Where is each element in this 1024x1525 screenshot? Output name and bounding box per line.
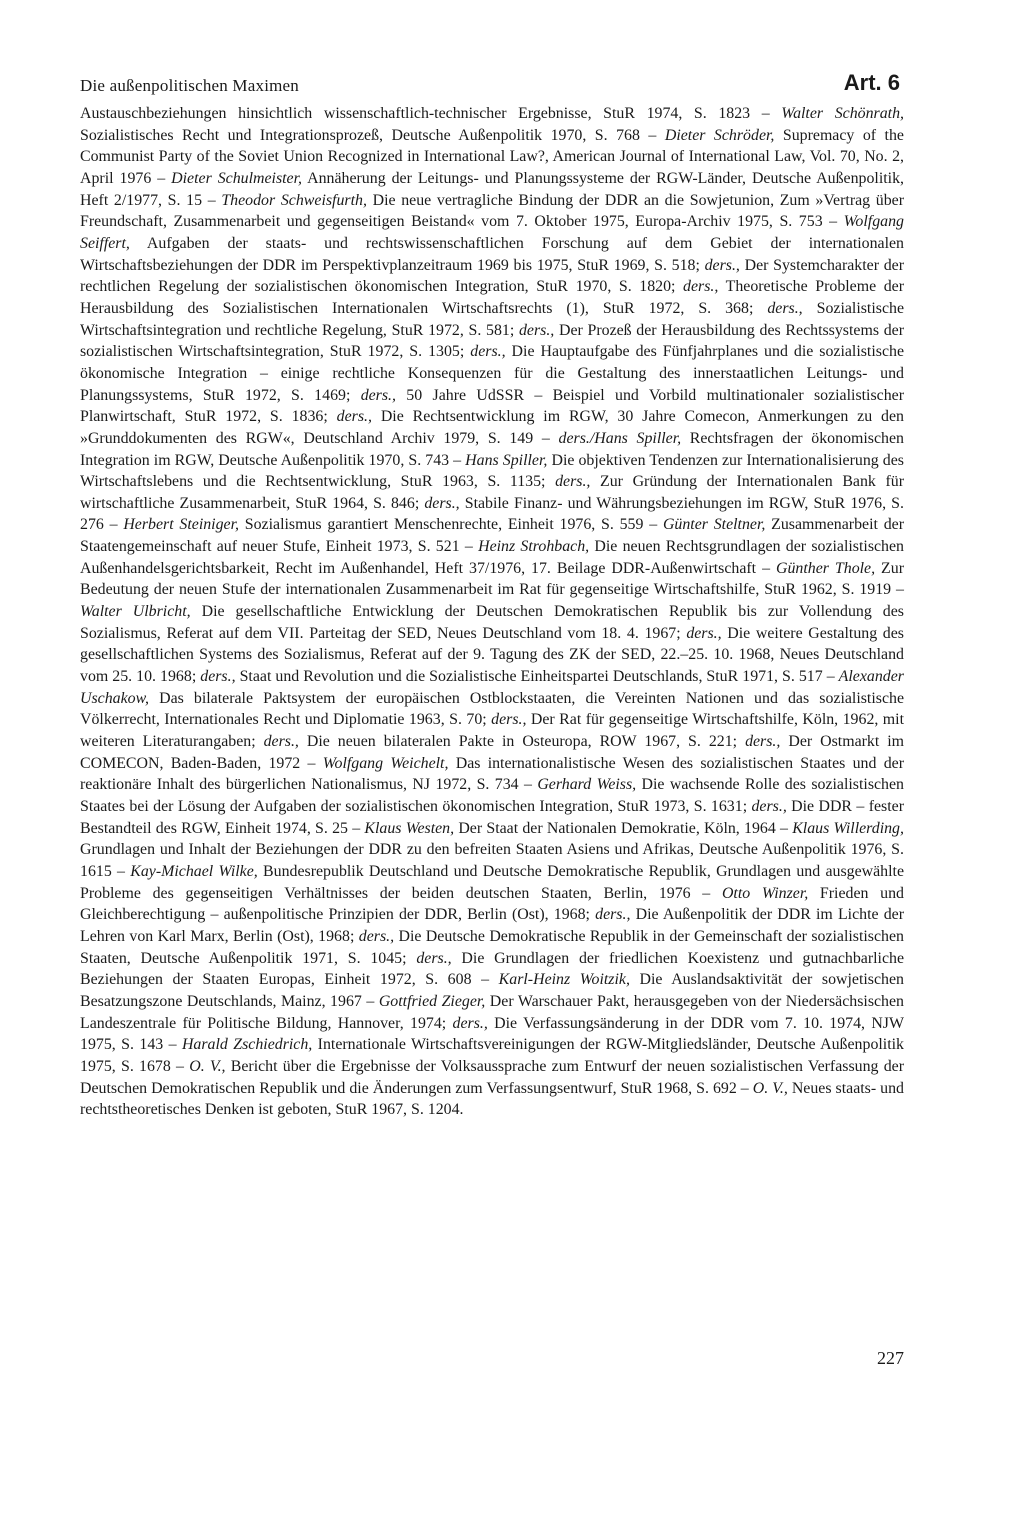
- author-name: Otto Winzer,: [721, 884, 809, 902]
- author-name: Gottfried Zieger,: [378, 992, 486, 1010]
- citation-text: Neues staats- und rechtstheoretisches Denken ist geboten, StuR 1967, S. 1204.: [80, 1079, 904, 1119]
- author-name: ders.,: [416, 949, 452, 967]
- citation-text: Aufgaben der staats- und rechtswissenschaftlichen Forschung auf dem Gebiet der internationalen Wirtschaftsbeziehungen der DDR im Perspektivplanzeitraum 1969 bis 1975, StuR 1969, S. 518;: [80, 234, 904, 274]
- citation-text: Stabile Finanz- und Währungsbeziehungen im RGW, StuR 1976, S. 276 –: [80, 494, 904, 534]
- author-name: Wolfgang Seiffert,: [80, 213, 904, 252]
- author-name: Günther Thole,: [775, 559, 876, 577]
- page-number: 227: [877, 1348, 904, 1368]
- bibliography-text: [80, 103, 904, 1121]
- author-name: ders.,: [358, 927, 395, 945]
- author-name: Gerhard Weiss,: [537, 776, 637, 794]
- author-name: Klaus Westen,: [364, 819, 455, 837]
- citation-text: Sozialismus garantiert Menschenrechte, Einheit 1976, S. 559 –: [239, 516, 663, 534]
- citation-text: Bundesrepublik Deutschland und Deutsche Demokratische Republik, Grundlagen und ausgewählte Probleme des gegenseitigen Verhältnisses der beiden deutschen Staaten, Berlin, 1976 –: [80, 862, 904, 902]
- citation-text: Die Verfassungsänderung in der DDR vom 7. 10. 1974, NJW 1975, S. 143 –: [80, 1014, 904, 1054]
- citation-text: Die Hauptaufgabe des Fünfjahrplanes und die sozialistische ökonomische Integration – einige rechtliche Konsequenzen für die Gestaltung des innerstaatlichen Leitungs- und Planungssystems, StuR 1972, S. 1469;: [80, 343, 905, 404]
- citation-text: Der Warschauer Pakt, herausgegeben von der Niedersächsischen Landeszentrale für Politische Bildung, Hannover, 1974;: [80, 992, 905, 1032]
- author-name: Herbert Steiniger,: [123, 516, 239, 534]
- citation-text: Internationale Wirtschaftsvereinigungen der RGW-Mitgliedsländer, Deutsche Außenpolitik 1975, S. 1678 –: [80, 1036, 904, 1075]
- author-name: ders./Hans Spiller,: [558, 429, 682, 447]
- citation-text: Die Deutsche Demokratische Republik in der Gemeinschaft der sozialistischen Staaten, Deutsche Außenpolitik 1971, S. 1045;: [80, 927, 904, 967]
- citation-text: Die neuen bilateralen Pakte in Osteuropa, ROW 1967, S. 221;: [298, 733, 746, 751]
- citation-text: Das bilaterale Paktsystem der europäischen Ostblockstaaten, die Vereinten Nationen und das sozialistische Völkerrecht, Internationales Recht und Diplomatie 1963, S. 70;: [80, 689, 904, 729]
- author-name: ders.,: [767, 299, 803, 317]
- author-name: Alexander Uschakow,: [80, 668, 904, 707]
- author-name: Hans Spiller,: [465, 451, 548, 469]
- citation-text: Die Außenpolitik der DDR im Lichte der Lehren von Karl Marx, Berlin (Ost), 1968;: [80, 906, 904, 945]
- citation-text: Die Grundlagen der friedlichen Koexistenz und gutnachbarliche Beziehungen der Staaten Europas, Einheit 1972, S. 608 –: [80, 949, 904, 989]
- author-name: O. V.,: [189, 1057, 226, 1075]
- citation-text: Die objektiven Tendenzen zur Internationalisierung des Wirtschaftslebens und die Rechtsentwicklung, StuR 1963, S. 1135;: [80, 451, 904, 491]
- author-name: ders.,: [452, 1014, 488, 1032]
- author-name: Karl-Heinz Woitzik,: [498, 971, 630, 989]
- author-name: ders.,: [595, 906, 631, 924]
- citation-text: Zur Bedeutung der neuen Stufe der internationalen Zusammenarbeit im Rat für gegenseitige Wirtschaftshilfe, StuR 1962, S. 1919 –: [80, 559, 905, 599]
- citation-text: Sozialistische Wirtschaftsintegration und rechtliche Regelung, StuR 1972, S. 581;: [80, 299, 904, 339]
- citation-text: Das internationalistische Wesen des sozialistischen Staates und der reaktionäre Inhalt des bürgerlichen Nationalismus, NJ 1972, S. 734 –: [80, 754, 904, 794]
- article-label: Art. 6: [843, 70, 900, 95]
- citation-text: Die DDR – fester Bestandteil des RGW, Einheit 1974, S. 25 –: [80, 798, 904, 837]
- citation-text: 50 Jahre UdSSR – Beispiel und Vorbild multinationaler sozialistischer Planwirtschaft, StuR 1972, S. 1836;: [80, 386, 904, 426]
- citation-text: Zusammenarbeit der Staatengemeinschaft auf neuer Stufe, Einheit 1973, S. 521 –: [80, 516, 904, 556]
- citation-text: Grundlagen und Inhalt der Beziehungen der DDR zu den befreiten Staaten Asiens und Afrikas, Deutsche Außenpolitik 1976, S. 1615 –: [80, 841, 904, 880]
- author-name: ders.,: [686, 624, 722, 642]
- citation-text: Die gesellschaftliche Entwicklung der Deutschen Demokratischen Republik bis zur Vollendung des Sozialismus, Referat auf dem VII. Parteitag der SED, Neues Deutschland vom 18. 4. 1967;: [80, 603, 904, 642]
- author-name: ders.,: [263, 733, 299, 751]
- author-name: ders.,: [491, 711, 527, 729]
- citation-text: Supremacy of the Communist Party of the Soviet Union Recognized in International Law?, American Journal of International Law, Vol. 70, No. 2, April 1976 –: [80, 126, 904, 187]
- author-name: ders.,: [555, 473, 591, 491]
- author-name: ders.,: [683, 278, 719, 296]
- author-name: Theodor Schweisfurth,: [221, 191, 367, 209]
- citation-text: Die Rechtsentwicklung im RGW, 30 Jahre Comecon, Anmerkungen zu den »Grunddokumenten des RGW«, Deutschland Archiv 1979, S. 149 –: [80, 408, 904, 447]
- author-name: Klaus Willerding,: [792, 819, 904, 837]
- citation-text: Die Auslandsaktivität der sowjetischen Besatzungszone Deutschlands, Mainz, 1967 –: [80, 971, 904, 1010]
- author-name: Kay-Michael Wilke,: [130, 862, 258, 880]
- author-name: Walter Ulbricht,: [80, 603, 191, 621]
- citation-text: Zur Gründung der Internationalen Bank für wirtschaftliche Zusammenarbeit, StuR 1964, S. 846;: [80, 473, 904, 512]
- author-name: ders.,: [336, 408, 372, 426]
- citation-text: Annäherung der Leitungs- und Planungssysteme der RGW-Länder, Deutsche Außenpolitik, Heft 2/1977, S. 15 –: [80, 169, 904, 209]
- citation-text: Rechtsfragen der ökonomischen Integration im RGW, Deutsche Außenpolitik 1970, S. 743 –: [80, 429, 904, 469]
- citation-text: Der Systemcharakter der rechtlichen Regelung der sozialistischen ökonomischen Integration, StuR 1970, S. 1820;: [80, 256, 904, 296]
- author-name: Günter Steltner,: [662, 516, 766, 534]
- citation-text: Bericht über die Ergebnisse der Volksaussprache zum Entwurf der neuen sozialistischen Verfassung der Deutschen Demokratischen Republik und die Änderungen zum Verfassungsentwurf, StuR 1968, S. 692 –: [80, 1057, 905, 1097]
- citation-text: Sozialistisches Recht und Integrationsprozeß, Deutsche Außenpolitik 1970, S. 768 –: [80, 126, 665, 144]
- citation-text: Frieden und Gleichberechtigung – außenpolitische Prinzipien der DDR, Berlin (Ost), 1968;: [80, 884, 904, 924]
- citation-text: Staat und Revolution und die Sozialistische Einheitspartei Deutschlands, StuR 1971, S. 517 –: [235, 668, 839, 686]
- author-name: O. V.,: [752, 1079, 788, 1097]
- author-name: ders.,: [518, 321, 555, 339]
- author-name: Wolfgang Weichelt,: [322, 754, 449, 772]
- author-name: Walter Schönrath,: [781, 105, 904, 122]
- author-name: ders.,: [424, 494, 460, 512]
- author-name: ders.,: [470, 343, 506, 361]
- citation-text: Die wachsende Rolle des sozialistischen Staates bei der Lösung der Aufgaben der sozialistischen ökonomischen Integration, StuR 1973, S. 1631;: [80, 776, 904, 815]
- author-name: Harald Zschiedrich,: [181, 1036, 313, 1054]
- citation-text: Theoretische Probleme der Herausbildung des Sozialistischen Internationalen Wirtschaftsrechts (1), StuR 1972, S. 368;: [80, 278, 905, 317]
- citation-text: Der Ostmarkt im COMECON, Baden-Baden, 1972 –: [80, 733, 905, 772]
- author-name: ders.,: [751, 798, 787, 815]
- running-title: Die außenpolitischen Maximen: [80, 76, 299, 95]
- citation-text: Der Rat für gegenseitige Wirtschaftshilfe, Köln, 1962, mit weiteren Literaturangaben;: [80, 711, 904, 751]
- author-name: Dieter Schulmeister,: [171, 169, 303, 187]
- citation-text: Die neue vertragliche Bindung der DDR an die Sowjetunion, Zum »Vertrag über Freundschaft, Zusammenarbeit und gegenseitigen Beistand« vom 7. Oktober 1975, Europa-Archiv 1975, S. 753 –: [80, 191, 905, 231]
- citation-text: Die weitere Gestaltung des gesellschaftlichen Systems des Sozialismus, Referat auf der 9. Tagung des ZK der SED, 22.–25. 10. 1968, Neues Deutschland vom 25. 10. 1968;: [80, 624, 904, 686]
- author-name: ders.,: [360, 386, 396, 404]
- author-name: Dieter Schröder,: [664, 126, 775, 144]
- author-name: Heinz Strohbach,: [478, 538, 590, 556]
- citation-text: Der Staat der Nationalen Demokratie, Köln, 1964 –: [454, 819, 793, 837]
- author-name: ders.,: [745, 733, 781, 751]
- citation-text: Die neuen Rechtsgrundlagen der sozialistischen Außenhandelsgerichtsbarkeit, Recht im Außenhandel, Heft 37/1976, 17. Beilage DDR-Außenwirtschaft –: [80, 538, 905, 577]
- author-name: ders.,: [200, 668, 236, 686]
- citation-text: Austauschbeziehungen hinsichtlich wissenschaftlich-technischer Ergebnisse, StuR 1974, S. 1823 –: [80, 105, 782, 122]
- citation-text: Der Prozeß der Herausbildung des Rechtssystems der sozialistischen Wirtschaftsintegration, StuR 1972, S. 1305;: [80, 321, 904, 361]
- author-name: ders.,: [704, 256, 740, 274]
